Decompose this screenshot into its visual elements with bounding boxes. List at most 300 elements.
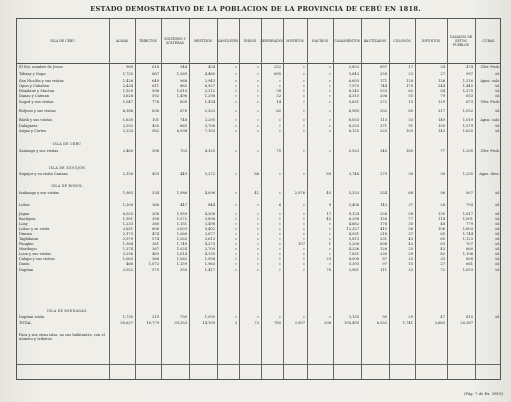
cell-value: »: [302, 315, 305, 319]
cell-value: 579: [152, 268, 159, 272]
cell-value: 37: [408, 203, 413, 207]
cell-value: 447: [180, 203, 187, 207]
cell-value: id.: [495, 268, 500, 272]
cell-value: »: [302, 84, 305, 88]
cell-value: Agus. desc.: [479, 172, 500, 176]
cell-value: 25: [408, 247, 413, 251]
cell-value: 4,315: [348, 94, 359, 98]
cell-value: »: [234, 79, 237, 83]
row-label: Maribojoc: [19, 247, 38, 251]
column-header: DIFUNTOS: [421, 38, 441, 43]
cell-value: 1,963: [122, 191, 133, 195]
cell-value: 41: [254, 191, 259, 195]
cell-value: 63: [440, 242, 445, 246]
cell-value: »: [256, 268, 259, 272]
cell-value: »: [256, 247, 259, 251]
cell-value: 1,725: [122, 72, 133, 76]
cell-value: 4,096: [204, 191, 215, 195]
cell-value: 605: [180, 100, 187, 104]
cell-value: 48: [440, 222, 445, 226]
cell-value: 1,001: [462, 217, 473, 221]
cell-value: 12,327: [346, 227, 359, 231]
cell-value: »: [302, 217, 305, 221]
cell-value: 75: [276, 149, 281, 153]
cell-value: 1,730: [122, 315, 133, 319]
cell-value: »: [256, 72, 259, 76]
cell-value: Agus. calz.: [480, 118, 500, 122]
cell-value: 15: [408, 100, 413, 104]
column-header: SOLTEROS Y SOLTERAS: [164, 36, 186, 45]
row-label: Loay: [19, 222, 28, 226]
cell-value: »: [234, 100, 237, 104]
cell-value: 45: [326, 217, 331, 221]
cell-value: 77: [408, 217, 413, 221]
cell-value: »: [234, 94, 237, 98]
cell-value: 1,595: [204, 315, 215, 319]
cell-value: 245: [380, 149, 387, 153]
cell-value: 43: [408, 237, 413, 241]
cell-value: 1,072: [148, 262, 159, 266]
cell-value: id.: [495, 72, 500, 76]
cell-value: 6,332: [376, 321, 387, 325]
cell-value: »: [234, 252, 237, 256]
row-label: Dauis: [19, 262, 30, 266]
cell-value: »: [278, 268, 281, 272]
row-label: TOTAL: [19, 321, 32, 325]
column-divider: [161, 19, 162, 379]
cell-value: »: [328, 262, 331, 266]
cell-value: 6,985: [348, 109, 359, 113]
cell-value: »: [278, 212, 281, 216]
cell-value: id.: [495, 191, 500, 195]
cell-value: »: [302, 89, 305, 93]
cell-value: 2,976: [294, 191, 305, 195]
cell-value: 1,151: [176, 222, 187, 226]
cell-value: 1,496: [176, 94, 187, 98]
cell-value: 1,275: [462, 89, 473, 93]
cell-value: 592: [152, 94, 159, 98]
cell-value: 636: [380, 242, 387, 246]
cell-value: 3,663: [434, 321, 445, 325]
cell-value: 143: [380, 203, 387, 207]
cell-value: 1,263: [176, 237, 187, 241]
cell-value: »: [256, 118, 259, 122]
cell-value: 4,308: [204, 212, 215, 216]
cell-value: »: [328, 124, 331, 128]
cell-value: 5,206: [348, 242, 359, 246]
cell-value: 1,529: [122, 89, 133, 93]
cell-value: 582: [152, 129, 159, 133]
column-header: COLONOS: [393, 38, 411, 43]
cell-value: 272: [380, 100, 387, 104]
cell-value: 6,125: [348, 129, 359, 133]
row-label: Loon y sus visitas: [19, 252, 52, 256]
column-divider: [307, 19, 308, 379]
cell-value: 27: [440, 72, 445, 76]
cell-value: 1,744: [462, 232, 473, 236]
cell-value: »: [234, 247, 237, 251]
cell-value: 217: [438, 109, 445, 113]
cell-value: id.: [495, 242, 500, 246]
cell-value: 1,417: [204, 268, 215, 272]
cell-value: 35: [408, 222, 413, 226]
cell-value: 356: [152, 212, 159, 216]
cell-value: »: [302, 212, 305, 216]
cell-value: »: [302, 203, 305, 207]
cell-value: 6,693: [348, 79, 359, 83]
cell-value: 2,957: [294, 321, 305, 325]
row-label: Dimiao: [19, 232, 32, 236]
row-label: Loboc: [19, 203, 31, 207]
cell-value: »: [302, 257, 305, 261]
cell-value: 2,173: [122, 232, 133, 236]
cell-value: »: [234, 118, 237, 122]
cell-value: »: [256, 100, 259, 104]
row-label: Opon y Cabalian: [19, 84, 50, 88]
cell-value: 1,216: [462, 79, 473, 83]
cell-value: »: [328, 118, 331, 122]
cell-value: »: [234, 222, 237, 226]
cell-value: 219: [152, 315, 159, 319]
cell-value: 33: [408, 268, 413, 272]
row-label: Jagna: [19, 212, 30, 216]
cell-value: 653: [466, 94, 473, 98]
cell-value: 1,159: [176, 262, 187, 266]
cell-value: 55: [408, 94, 413, 98]
column-divider: [361, 19, 362, 379]
cell-value: 1,063: [122, 257, 133, 261]
cell-value: »: [302, 109, 305, 113]
cell-value: »: [278, 124, 281, 128]
cell-value: 254: [380, 191, 387, 195]
cell-value: »: [302, 268, 305, 272]
cell-value: 87: [382, 257, 387, 261]
cell-value: 54: [440, 89, 445, 93]
cell-value: 62: [276, 109, 281, 113]
cell-value: 195,495: [344, 321, 359, 325]
cell-value: 14: [276, 100, 281, 104]
cell-value: 2,460: [122, 149, 133, 153]
cell-value: 149: [438, 118, 445, 122]
row-label: Dalaguete: [19, 124, 38, 128]
cell-value: 4,931: [348, 232, 359, 236]
cell-value: 5,813: [348, 237, 359, 241]
row-label: San Nicolás y sus visitas: [19, 79, 64, 83]
cell-value: 1,052: [462, 109, 473, 113]
cell-value: 6,094: [176, 129, 187, 133]
cell-value: 58: [408, 212, 413, 216]
cell-value: 1,803: [462, 227, 473, 231]
cell-value: »: [302, 124, 305, 128]
cell-value: »: [328, 252, 331, 256]
cell-value: 618: [152, 65, 159, 69]
cell-value: 176: [380, 222, 387, 226]
cell-value: »: [256, 84, 259, 88]
cell-value: 744: [380, 84, 387, 88]
cell-value: 27: [440, 262, 445, 266]
cell-value: 1,374: [122, 247, 133, 251]
column-header: MESTIZOS: [193, 38, 213, 43]
row-label: Tagbilaran: [19, 237, 39, 241]
cell-value: id.: [495, 237, 500, 241]
cell-value: 1,572: [176, 217, 187, 221]
cell-value: 3: [234, 321, 237, 325]
document-title: ESTADO DEMOSTRATIVO DE LA POBLACION DE LA PROVINCIA DE CEBÚ EN 1818.: [90, 5, 421, 13]
cell-value: 206: [380, 94, 387, 98]
cell-value: 24: [440, 65, 445, 69]
row-label: Bárili y sus visitas: [19, 118, 53, 122]
cell-value: 795: [180, 315, 187, 319]
cell-value: 676: [180, 109, 187, 113]
cell-value: 56: [408, 227, 413, 231]
cell-value: »: [256, 79, 259, 83]
cell-value: 14,109: [202, 321, 215, 325]
cell-value: 16,779: [146, 321, 159, 325]
cell-value: 1: [328, 242, 331, 246]
row-label: Loboc y su visita: [19, 227, 50, 231]
cell-value: 1,963: [204, 262, 215, 266]
cell-value: »: [234, 212, 237, 216]
cell-value: 37: [408, 232, 413, 236]
cell-value: id.: [495, 89, 500, 93]
cell-value: »: [278, 222, 281, 226]
cell-value: 1,233: [122, 222, 133, 226]
cell-value: 2,323: [204, 109, 215, 113]
cell-value: 4,273: [204, 242, 215, 246]
column-divider: [109, 19, 110, 379]
cell-value: 1,298: [204, 94, 215, 98]
cell-value: »: [278, 247, 281, 251]
cell-value: 665: [180, 124, 187, 128]
cell-value: 2,150: [122, 172, 133, 176]
cell-value: 2,052: [122, 268, 133, 272]
cell-value: 1,053: [462, 268, 473, 272]
cell-value: 660: [466, 247, 473, 251]
cell-value: 1,196: [462, 252, 473, 256]
cell-value: 4,135: [204, 252, 215, 256]
cell-value: 105: [438, 124, 445, 128]
cell-value: 695: [274, 72, 281, 76]
cell-value: 7,103: [204, 129, 215, 133]
cell-value: 158: [380, 217, 387, 221]
cell-value: »: [278, 237, 281, 241]
cell-value: id.: [495, 227, 500, 231]
cell-value: Agus. calz.: [480, 79, 500, 83]
cell-value: 39: [440, 172, 445, 176]
cell-value: 5,393: [348, 262, 359, 266]
cell-value: »: [302, 118, 305, 122]
cell-value: id.: [495, 212, 500, 216]
cell-value: 1,625: [462, 129, 473, 133]
cell-value: 779: [466, 222, 473, 226]
cell-value: 793: [466, 203, 473, 207]
cell-value: »: [278, 227, 281, 231]
cell-value: 3,296: [122, 252, 133, 256]
cell-value: »: [256, 227, 259, 231]
row-label: Argao y Cortes: [19, 129, 47, 133]
cell-value: »: [256, 222, 259, 226]
census-table: [16, 18, 501, 380]
cell-value: 606: [152, 227, 159, 231]
cell-value: 3,498: [204, 222, 215, 226]
cell-value: 649: [152, 79, 159, 83]
cell-value: 368: [152, 203, 159, 207]
cell-value: 658: [466, 257, 473, 261]
cell-value: »: [234, 149, 237, 153]
cell-value: id.: [495, 129, 500, 133]
cell-value: 33: [408, 118, 413, 122]
cell-value: 611: [152, 84, 159, 88]
cell-value: 2,295: [204, 118, 215, 122]
cell-value: 3,898: [204, 217, 215, 221]
column-header: RESERVADOS: [260, 38, 284, 43]
cell-value: 544: [180, 65, 187, 69]
cell-value: 1,062: [176, 257, 187, 261]
cell-value: 1,019: [462, 118, 473, 122]
column-header: CASADOS DE ESTOS PUEBLOS: [449, 34, 473, 48]
cell-value: Clér. Prob.: [480, 65, 500, 69]
cell-value: 574: [152, 237, 159, 241]
cell-value: 230: [380, 252, 387, 256]
cell-value: 101: [152, 118, 159, 122]
cell-value: 2,233: [122, 129, 133, 133]
cell-value: 6,927: [204, 84, 215, 88]
cell-value: »: [328, 232, 331, 236]
cell-value: 256: [380, 212, 387, 216]
cell-value: »: [256, 109, 259, 113]
cell-value: »: [256, 89, 259, 93]
cell-value: 1,614: [176, 252, 187, 256]
column-header: BAUTIZADOS: [363, 38, 387, 43]
cell-value: 2,970: [122, 237, 133, 241]
column-divider: [135, 19, 136, 379]
cell-value: »: [234, 237, 237, 241]
cell-value: »: [278, 118, 281, 122]
cell-value: id.: [495, 222, 500, 226]
cell-value: »: [256, 149, 259, 153]
cell-value: 5,651: [348, 100, 359, 104]
cell-value: 7,975: [348, 84, 359, 88]
cell-value: 6,053: [348, 118, 359, 122]
cell-value: 897: [380, 65, 387, 69]
cell-value: 258: [380, 72, 387, 76]
cell-value: 4,682: [348, 222, 359, 226]
cell-value: 4,008: [348, 257, 359, 261]
row-label: El Sto. nombre de Jesus.: [19, 65, 64, 69]
cell-value: 103: [406, 129, 413, 133]
cell-value: »: [302, 79, 305, 83]
column-divider: [261, 19, 262, 379]
cell-value: 97: [382, 262, 387, 266]
cell-value: 86: [254, 172, 259, 176]
cell-value: »: [234, 65, 237, 69]
cell-value: »: [278, 262, 281, 266]
cell-value: 252: [274, 65, 281, 69]
cell-value: 907: [466, 191, 473, 195]
cell-value: »: [234, 217, 237, 221]
cell-value: 72: [254, 321, 259, 325]
cell-value: 785: [274, 321, 281, 325]
cell-value: »: [234, 191, 237, 195]
cell-value: »: [256, 124, 259, 128]
cell-value: »: [234, 268, 237, 272]
cell-value: »: [328, 72, 331, 76]
column-divider: [189, 19, 190, 379]
cell-value: »: [256, 262, 259, 266]
column-divider: [475, 19, 476, 379]
cell-value: 32: [276, 94, 281, 98]
cell-value: 1,445: [462, 84, 473, 88]
cell-value: »: [256, 237, 259, 241]
cell-value: 143: [438, 129, 445, 133]
cell-value: 43: [408, 242, 413, 246]
cell-value: »: [234, 257, 237, 261]
cell-value: 4,236: [348, 247, 359, 251]
column-divider: [447, 19, 448, 379]
cell-value: »: [302, 72, 305, 76]
cell-value: »: [328, 129, 331, 133]
section-heading: ISLA DE CEBU: [52, 142, 82, 146]
cell-value: »: [302, 100, 305, 104]
cell-value: »: [328, 79, 331, 83]
cell-value: 170: [406, 84, 413, 88]
cell-value: 8,245: [348, 89, 359, 93]
cell-value: 5,272: [204, 172, 215, 176]
section-heading: ISLA DE SIQUIJOR: [49, 166, 85, 170]
cell-value: »: [328, 227, 331, 231]
cell-value: »: [278, 172, 281, 176]
cell-value: 5,253: [348, 191, 359, 195]
cell-value: »: [234, 84, 237, 88]
cell-value: 707: [466, 242, 473, 246]
cell-value: 778: [152, 100, 159, 104]
cell-value: »: [302, 262, 305, 266]
cell-value: 113: [380, 118, 387, 122]
cell-value: 2,651: [122, 227, 133, 231]
cell-value: 69: [326, 172, 331, 176]
row-label: Danao y Catmon: [19, 94, 50, 98]
cell-value: 415: [380, 227, 387, 231]
cell-value: 1,434: [204, 100, 215, 104]
column-header: NACIDOS: [311, 38, 329, 43]
cell-value: 465: [152, 252, 159, 256]
cell-value: 367: [152, 247, 159, 251]
total-divider: [17, 364, 500, 365]
cell-value: »: [256, 94, 259, 98]
column-divider: [333, 19, 334, 379]
cell-value: 39: [408, 172, 413, 176]
cell-value: 129: [438, 100, 445, 104]
cell-value: 615: [466, 315, 473, 319]
cell-value: 2,677: [204, 232, 215, 236]
cell-value: »: [328, 65, 331, 69]
cell-value: 79: [440, 94, 445, 98]
cell-value: 2,961: [348, 268, 359, 272]
cell-value: »: [256, 217, 259, 221]
cell-value: »: [328, 247, 331, 251]
cell-value: 3,706: [204, 124, 215, 128]
cell-value: 1,956: [204, 257, 215, 261]
cell-value: 45: [326, 191, 331, 195]
cell-value: 3,746: [348, 172, 359, 176]
cell-value: »: [234, 89, 237, 93]
cell-value: 5,402: [204, 227, 215, 231]
cell-value: 15: [408, 262, 413, 266]
cell-value: 1,205: [462, 149, 473, 153]
cell-value: 1,066: [176, 232, 187, 236]
cell-value: »: [234, 129, 237, 133]
cell-value: 32: [440, 257, 445, 261]
